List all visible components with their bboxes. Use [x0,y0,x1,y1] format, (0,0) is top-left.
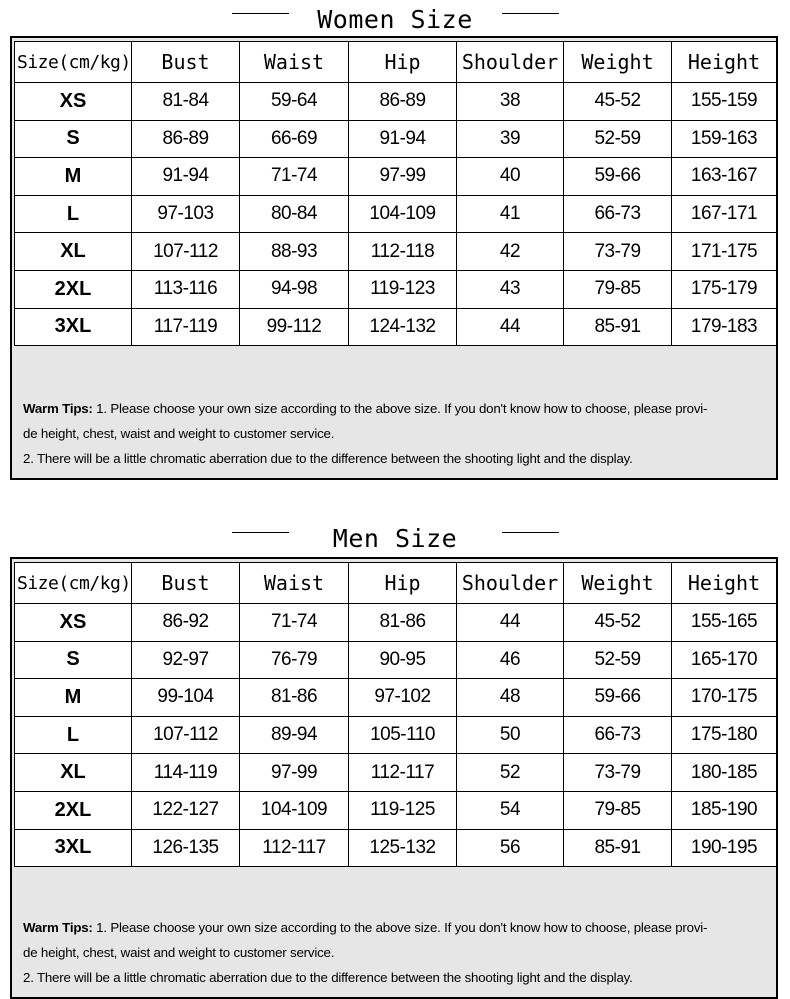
table-header-row [15,42,777,83]
cell-waist: 76-79 [240,641,349,679]
cell-weight: 45-52 [564,83,672,121]
header-bust: Bust [132,42,240,83]
cell-waist: 104-109 [240,791,349,829]
cell-bust: 99-104 [132,679,240,717]
cell-waist: 89-94 [240,716,349,754]
table-row [15,158,777,196]
cell-height: 159-163 [672,120,777,158]
cell-size: XL [15,233,132,271]
cell-size: M [15,158,132,196]
table-row [15,641,777,679]
cell-hip: 124-132 [349,308,457,346]
header-waist: Waist [240,42,349,83]
cell-bust: 114-119 [132,754,240,792]
cell-weight: 85-91 [564,829,672,867]
cell-weight: 79-85 [564,791,672,829]
table-row [15,829,777,867]
table-header-row [15,563,777,604]
cell-waist: 71-74 [240,604,349,642]
header-weight: Weight [564,42,672,83]
cell-size: XL [15,754,132,792]
cell-shoulder: 56 [457,829,564,867]
cell-height: 167-171 [672,195,777,233]
men-size-section [0,519,790,985]
cell-waist: 112-117 [240,829,349,867]
cell-shoulder: 42 [457,233,564,271]
header-hip: Hip [349,563,457,604]
cell-bust: 97-103 [132,195,240,233]
cell-weight: 66-73 [564,195,672,233]
cell-shoulder: 50 [457,716,564,754]
cell-size: M [15,679,132,717]
cell-bust: 117-119 [132,308,240,346]
cell-weight: 59-66 [564,158,672,196]
cell-height: 165-170 [672,641,777,679]
cell-weight: 73-79 [564,233,672,271]
cell-size: XS [15,604,132,642]
header-waist: Waist [240,563,349,604]
table-row [15,604,777,642]
women-warm-tips [23,396,768,471]
cell-hip: 125-132 [349,829,457,867]
tips-line-1 [23,915,768,940]
cell-hip: 119-125 [349,791,457,829]
cell-shoulder: 44 [457,308,564,346]
table-row [15,679,777,717]
women-size-chart-frame [10,36,778,480]
cell-height: 190-195 [672,829,777,867]
cell-size: XS [15,83,132,121]
women-size-table [14,41,777,346]
cell-weight: 45-52 [564,604,672,642]
cell-height: 155-165 [672,604,777,642]
cell-bust: 126-135 [132,829,240,867]
cell-height: 171-175 [672,233,777,271]
header-size: Size(cm/kg) [15,563,132,604]
cell-shoulder: 54 [457,791,564,829]
cell-waist: 80-84 [240,195,349,233]
cell-hip: 86-89 [349,83,457,121]
women-size-title: Women Size [317,5,473,34]
cell-size: S [15,120,132,158]
cell-hip: 90-95 [349,641,457,679]
cell-size: 3XL [15,308,132,346]
tips-line-3: 2. There will be a little chromatic aberration due to the difference between the shooting light and the display. [23,451,633,466]
header-shoulder: Shoulder [457,42,564,83]
tips-text-1: 1. Please choose your own size according to the above size. If you don't know how to choose, please provi- [92,920,708,935]
cell-waist: 99-112 [240,308,349,346]
table-row [15,195,777,233]
cell-bust: 86-92 [132,604,240,642]
table-row [15,716,777,754]
table-row [15,233,777,271]
tips-label: Warm Tips: [23,401,93,416]
cell-height: 185-190 [672,791,777,829]
men-size-chart-frame [10,557,778,999]
cell-waist: 59-64 [240,83,349,121]
cell-weight: 59-66 [564,679,672,717]
cell-bust: 91-94 [132,158,240,196]
cell-size: 3XL [15,829,132,867]
cell-waist: 88-93 [240,233,349,271]
cell-shoulder: 44 [457,604,564,642]
cell-height: 180-185 [672,754,777,792]
cell-hip: 81-86 [349,604,457,642]
tips-line-2: de height, chest, waist and weight to customer service. [23,426,335,441]
cell-size: 2XL [15,270,132,308]
cell-bust: 107-112 [132,716,240,754]
cell-waist: 66-69 [240,120,349,158]
header-hip: Hip [349,42,457,83]
tips-line-2: de height, chest, waist and weight to customer service. [23,945,335,960]
cell-weight: 52-59 [564,120,672,158]
cell-height: 175-179 [672,270,777,308]
cell-height: 163-167 [672,158,777,196]
title-rule-right [502,532,559,533]
cell-bust: 107-112 [132,233,240,271]
header-shoulder: Shoulder [457,563,564,604]
cell-size: 2XL [15,791,132,829]
cell-waist: 81-86 [240,679,349,717]
cell-bust: 86-89 [132,120,240,158]
cell-shoulder: 38 [457,83,564,121]
cell-shoulder: 46 [457,641,564,679]
cell-height: 170-175 [672,679,777,717]
cell-bust: 122-127 [132,791,240,829]
header-height: Height [672,563,777,604]
tips-line-3: 2. There will be a little chromatic aberration due to the difference between the shooting light and the display. [23,970,633,985]
cell-weight: 85-91 [564,308,672,346]
cell-height: 175-180 [672,716,777,754]
table-row [15,120,777,158]
cell-hip: 112-118 [349,233,457,271]
table-row [15,308,777,346]
cell-hip: 97-102 [349,679,457,717]
cell-shoulder: 48 [457,679,564,717]
men-size-title: Men Size [332,524,458,553]
header-size: Size(cm/kg) [15,42,132,83]
cell-waist: 94-98 [240,270,349,308]
cell-shoulder: 41 [457,195,564,233]
cell-height: 155-159 [672,83,777,121]
cell-hip: 104-109 [349,195,457,233]
cell-height: 179-183 [672,308,777,346]
men-size-table [14,562,777,867]
cell-hip: 112-117 [349,754,457,792]
cell-waist: 97-99 [240,754,349,792]
cell-size: S [15,641,132,679]
cell-hip: 91-94 [349,120,457,158]
cell-shoulder: 43 [457,270,564,308]
table-row [15,270,777,308]
cell-weight: 79-85 [564,270,672,308]
cell-shoulder: 52 [457,754,564,792]
men-warm-tips [23,915,768,990]
women-size-section [0,0,790,466]
cell-waist: 71-74 [240,158,349,196]
cell-bust: 81-84 [132,83,240,121]
cell-size: L [15,195,132,233]
header-bust: Bust [132,563,240,604]
cell-weight: 66-73 [564,716,672,754]
cell-bust: 113-116 [132,270,240,308]
header-height: Height [672,42,777,83]
tips-label: Warm Tips: [23,920,93,935]
header-weight: Weight [564,563,672,604]
cell-weight: 52-59 [564,641,672,679]
cell-hip: 119-123 [349,270,457,308]
cell-bust: 92-97 [132,641,240,679]
table-row [15,83,777,121]
cell-hip: 105-110 [349,716,457,754]
cell-weight: 73-79 [564,754,672,792]
tips-line-1 [23,396,768,421]
tips-text-1: 1. Please choose your own size according to the above size. If you don't know how to choose, please provi- [92,401,708,416]
cell-hip: 97-99 [349,158,457,196]
cell-shoulder: 39 [457,120,564,158]
cell-shoulder: 40 [457,158,564,196]
table-row [15,754,777,792]
cell-size: L [15,716,132,754]
men-title-row [0,519,790,561]
title-rule-right [502,13,559,14]
table-row [15,791,777,829]
